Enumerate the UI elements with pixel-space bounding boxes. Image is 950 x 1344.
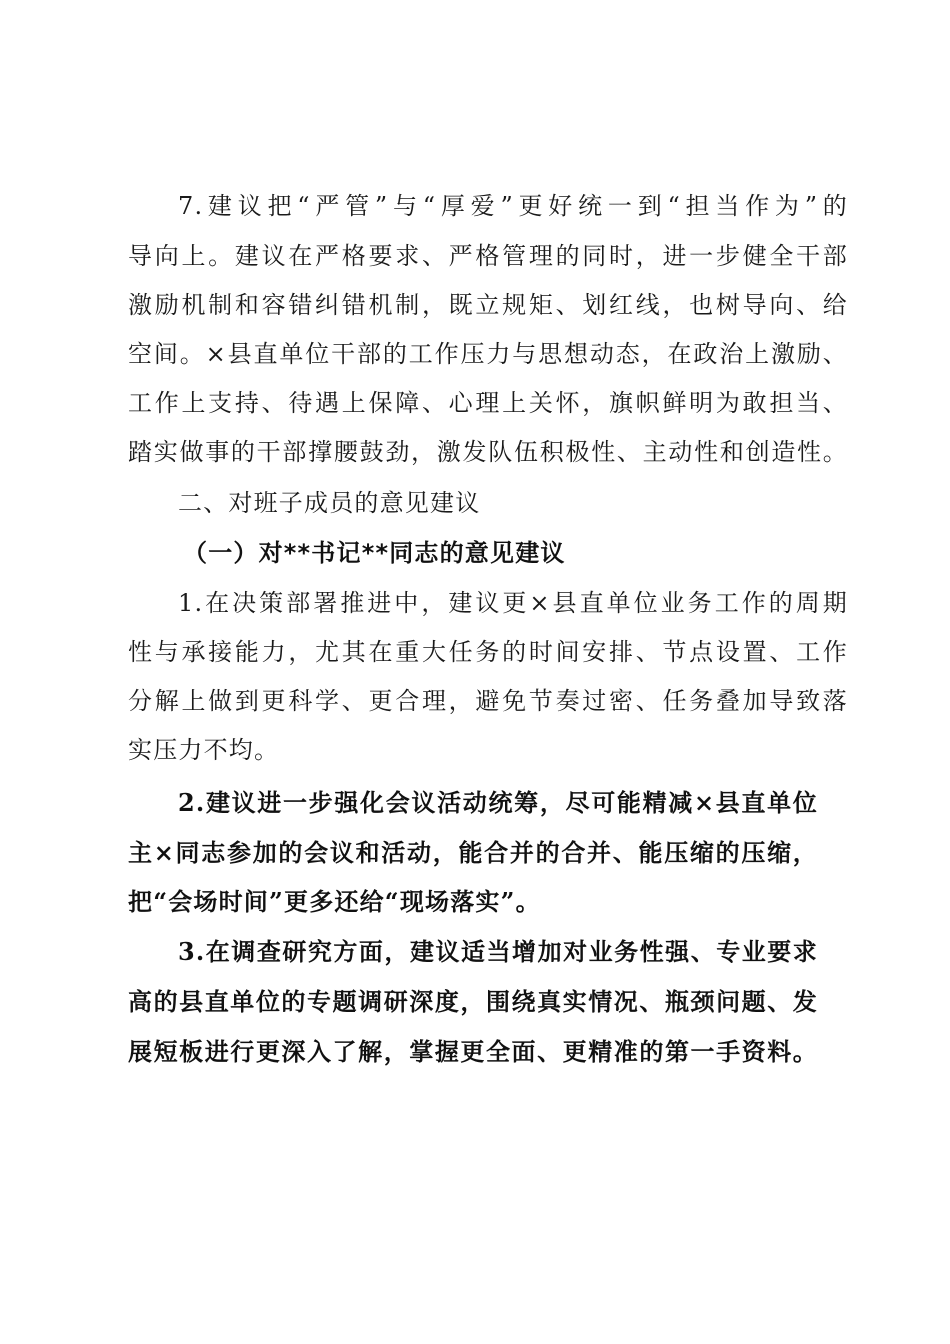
paragraph-1-line-1: 1.在决策部署推进中，建议更×县直单位业务工作的周期 — [178, 589, 848, 617]
paragraph-7-line-2: 导向上。建议在严格要求、严格管理的同时，进一步健全干部 — [128, 242, 848, 270]
subsection-heading-1: （一）对**书记**同志的意见建议 — [183, 539, 566, 567]
paragraph-7-line-4: 空间。×县直单位干部的工作压力与思想动态，在政治上激励、 — [128, 340, 848, 368]
paragraph-1-line-4: 实压力不均。 — [128, 736, 280, 764]
paragraph-1-line-2: 性与承接能力，尤其在重大任务的时间安排、节点设置、工作 — [128, 638, 848, 666]
paragraph-2-line-2: 主×同志参加的会议和活动，能合并的合并、能压缩的压缩， — [128, 838, 818, 867]
section-heading-2: 二、对班子成员的意见建议 — [178, 489, 481, 517]
paragraph-1-line-3: 分解上做到更科学、更合理，避免节奏过密、任务叠加导致落 — [128, 687, 848, 715]
paragraph-7-line-5: 工作上支持、待遇上保障、心理上关怀，旗帜鲜明为敢担当、 — [128, 389, 848, 417]
paragraph-7-line-3: 激励机制和容错纠错机制，既立规矩、划红线，也树导向、给 — [128, 291, 848, 319]
paragraph-3-line-3: 展短板进行更深入了解，掌握更全面、更精准的第一手资料。 — [128, 1037, 818, 1066]
paragraph-2-line-1: 2.建议进一步强化会议活动统筹，尽可能精减×县直单位 — [178, 788, 818, 817]
paragraph-7-line-1: 7.建议把“严管”与“厚爱”更好统一到“担当作为”的 — [178, 192, 848, 220]
paragraph-7-line-6: 踏实做事的干部撑腰鼓劲，激发队伍积极性、主动性和创造性。 — [128, 438, 848, 466]
paragraph-2-line-3: 把“会场时间”更多还给“现场落实”。 — [128, 887, 541, 916]
paragraph-3-line-2: 高的县直单位的专题调研深度，围绕真实情况、瓶颈问题、发 — [128, 987, 818, 1016]
paragraph-3-line-1: 3.在调查研究方面，建议适当增加对业务性强、专业要求 — [178, 937, 818, 966]
